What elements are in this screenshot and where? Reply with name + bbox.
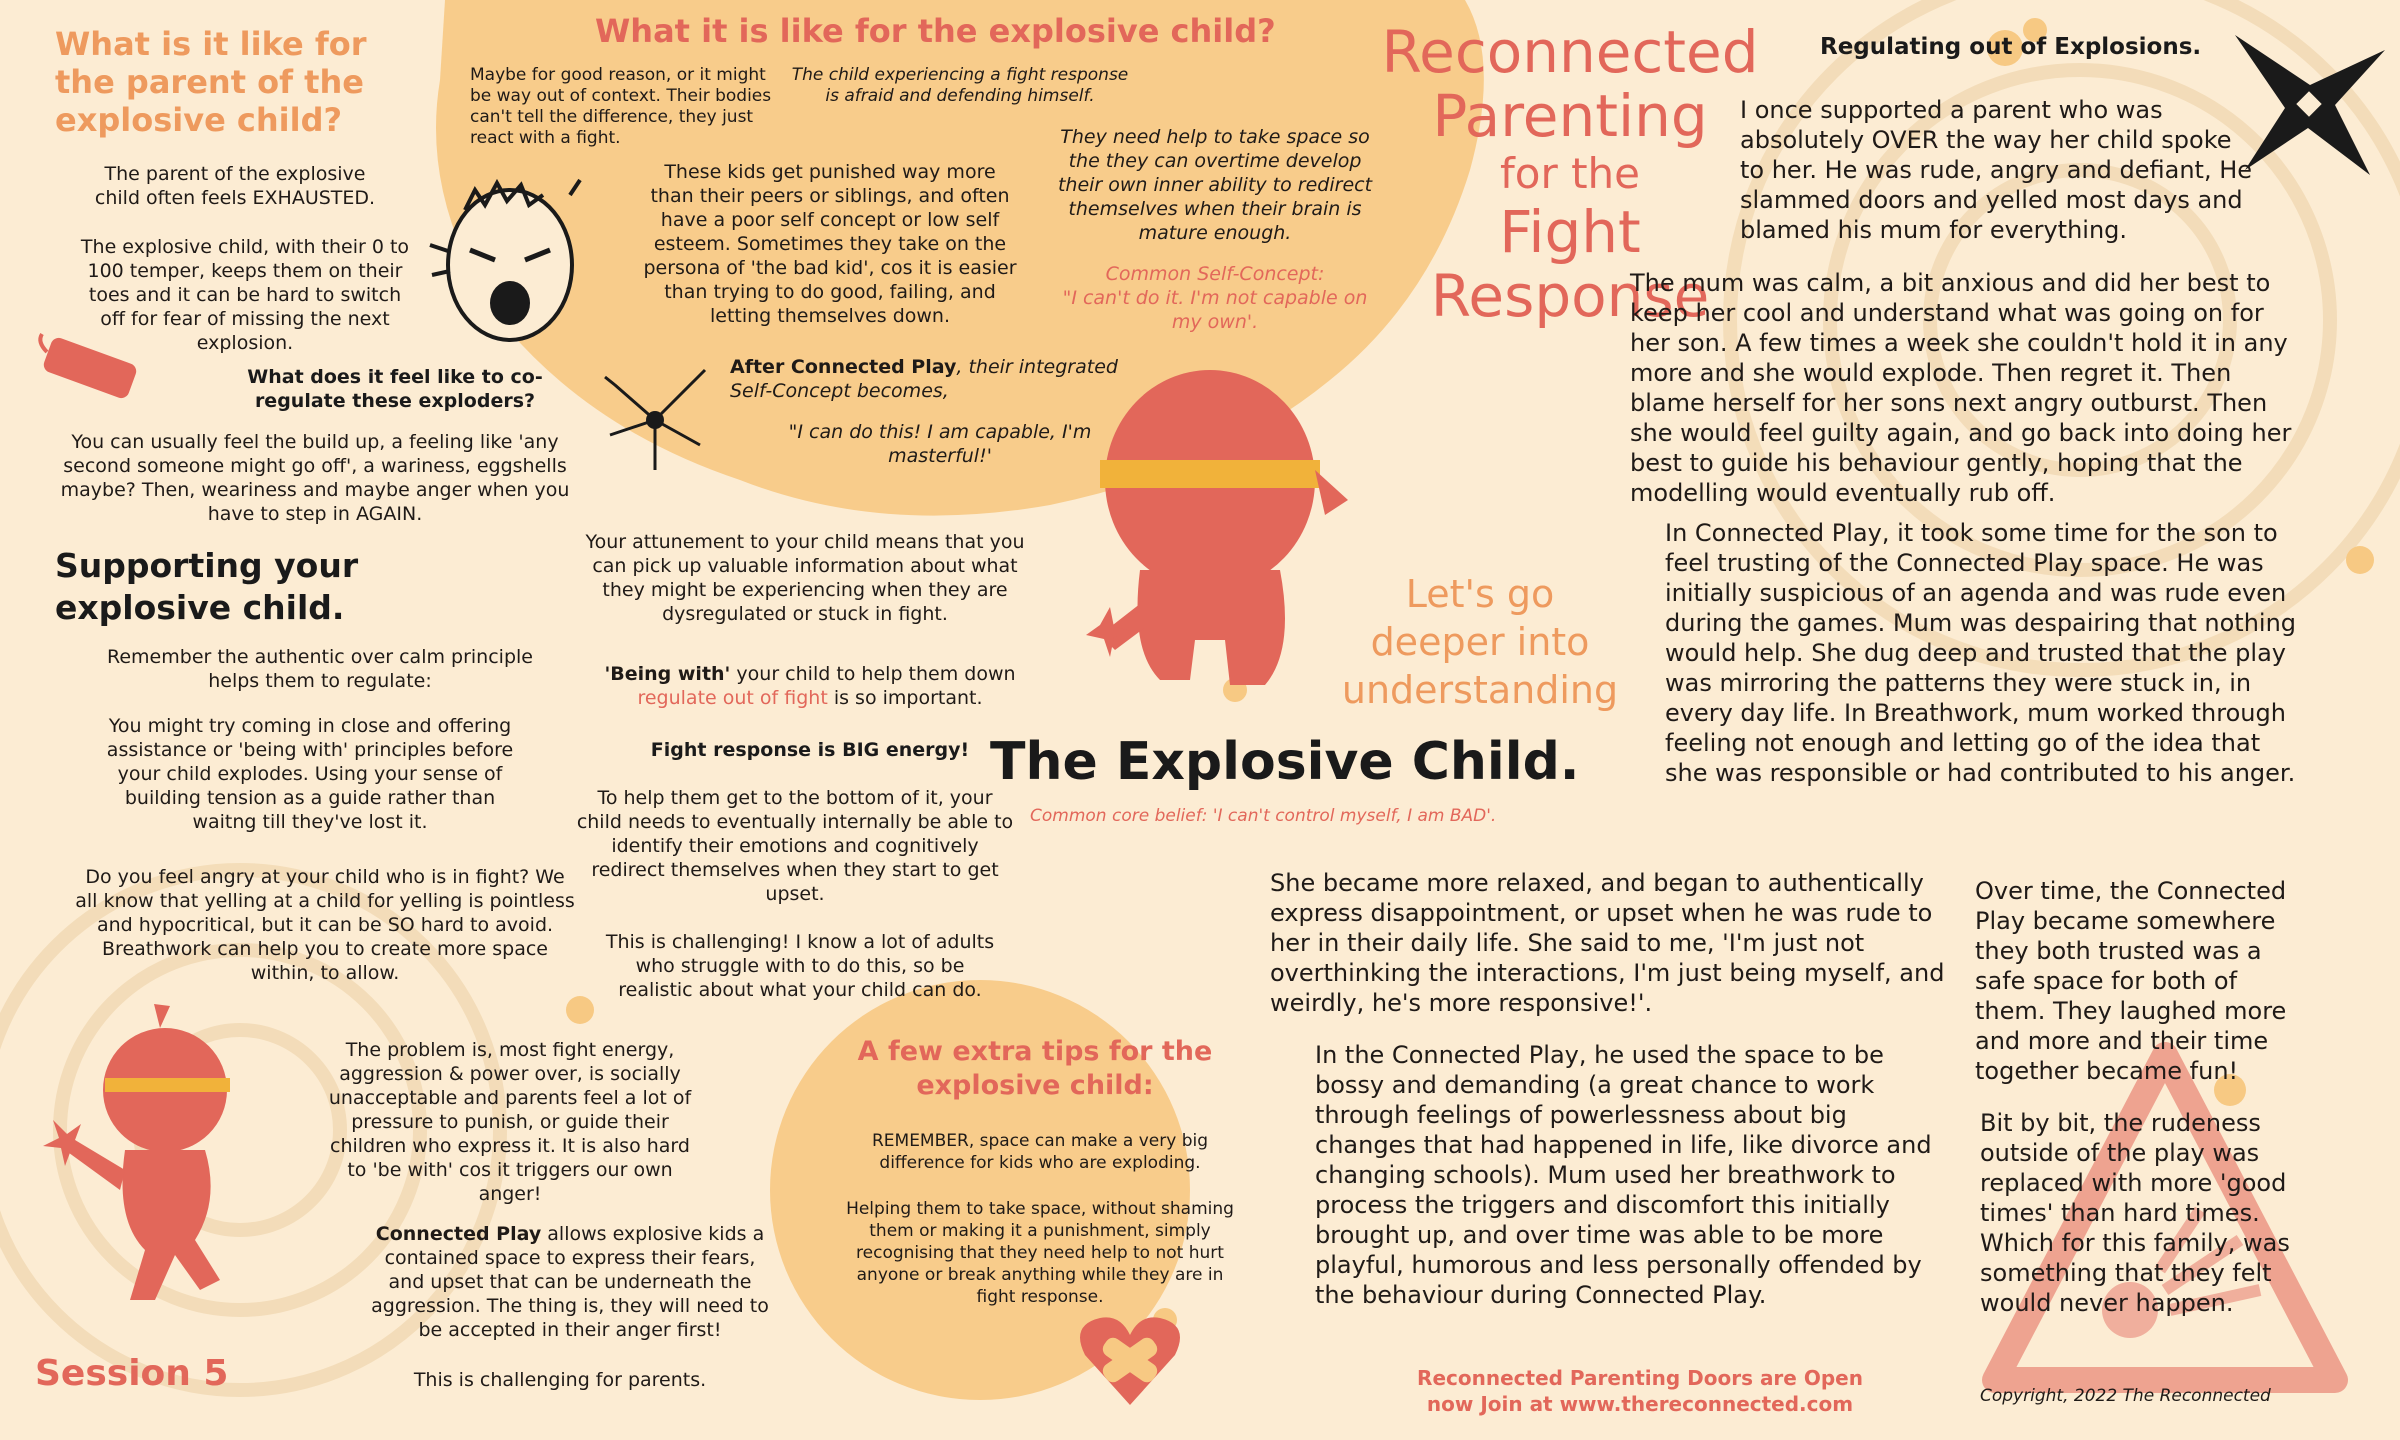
fight-bold: Fight response is BIG energy! — [650, 739, 970, 761]
bandaged-heart-icon — [1075, 1310, 1185, 1410]
after-quote: "I can do this! I am capable, I'm masterful!' — [788, 421, 1092, 467]
being-with-end: is so important. — [827, 687, 983, 709]
child-p1: Maybe for good reason, or it might be way out of context. Their bodies can't tell the difference, they just react with a fight. — [470, 65, 772, 148]
neuron-icon — [595, 365, 715, 475]
supporting-heading: Supporting your explosive child. — [55, 546, 359, 627]
co-regulate-heading: What does it feel like to co-regulate these exploders? — [247, 366, 543, 412]
being-with-bold: 'Being with' — [604, 663, 731, 685]
child-heading: What it is like for the explosive child? — [595, 12, 1276, 50]
promo-line-1: Reconnected Parenting Doors are Open — [1417, 1366, 1863, 1390]
deeper-line-1: Let's go — [1405, 572, 1555, 616]
supporting-p2: You might try coming in close and offering assistance or 'being with' principles before your child explodes. Using your sense of building tension as a guide rather than waitng till they've lost it. — [106, 715, 514, 833]
child-p4: They need help to take space so the they can overtime develop their own inner ability to redirect themselves when their brain is mature enough. — [1057, 126, 1373, 244]
deeper-line-2: deeper into — [1370, 620, 1590, 664]
ninja-running — [35, 1000, 285, 1310]
explosive-child-title: The Explosive Child. — [990, 732, 1580, 792]
regulate-link: regulate out of fight — [637, 687, 828, 709]
middle-p3: This is challenging! I know a lot of adults who struggle with to do this, so be realistic about what your child can do. — [605, 931, 995, 1001]
deeper-line-3: understanding — [1341, 668, 1619, 712]
after-play-text — [730, 355, 1150, 403]
story-p7: Bit by bit, the rudeness outside of the play was replaced with more 'good times' than hard times. Which for this family, was something that they felt would never happen. — [1980, 1109, 2290, 1317]
tips-p2: Helping them to take space, without shaming them or making it a punishment, simply recognising that they need help to not hurt anyone or break anything while they are in fight response. — [846, 1199, 1234, 1307]
title-line-4: Fight — [1499, 198, 1641, 266]
story-p6: Over time, the Connected Play became somewhere they both trusted was a safe space for both of them. They laughed more and more and their time together became fun! — [1975, 877, 2287, 1085]
child-p3: These kids get punished way more than their peers or siblings, and often have a poor self concept or low self esteem. Sometimes they take on the persona of 'the bad kid', cos it is easier than trying to do good, failing, and letting themselves down. — [643, 161, 1017, 327]
being-with-text — [600, 662, 1020, 710]
supporting-p1: Remember the authentic over calm principle helps them to regulate: — [107, 646, 533, 692]
self-concept-quote: "I can't do it. I'm not capable on my own'. — [1062, 287, 1368, 333]
supporting-p4: The problem is, most fight energy, aggression & power over, is socially unacceptable and parents feel a lot of pressure to punish, or guide their children who express it. It is also hard to 'be with' cos it triggers our own anger! — [328, 1039, 692, 1205]
parent-heading: What is it like for the parent of the explosive child? — [55, 25, 367, 139]
deeper-heading — [1290, 570, 1670, 714]
after-play-bold: After Connected Play — [730, 356, 957, 378]
self-concept-label: Common Self-Concept: — [1105, 263, 1325, 285]
copyright: Copyright, 2022 The Reconnected — [1980, 1386, 2271, 1406]
promo-text — [1360, 1365, 1920, 1417]
story-heading: Regulating out of Explosions. — [1820, 34, 2202, 60]
parent-p3: You can usually feel the build up, a feeling like 'any second someone might go off', a wariness, eggshells maybe? Then, weariness and maybe anger when you have to step in AGAIN. — [60, 431, 570, 525]
title-line-3: for the — [1499, 149, 1641, 198]
title-line-2: Parenting — [1432, 82, 1708, 150]
supporting-p5 — [370, 1222, 770, 1342]
title-line-1: Reconnected — [1381, 18, 1759, 86]
session-label: Session 5 — [35, 1353, 229, 1394]
parent-p1: The parent of the explosive child often feels EXHAUSTED. — [94, 163, 376, 209]
middle-p1: Your attunement to your child means that you can pick up valuable information about what they might be experiencing when they are dysregulated or stuck in fight. — [585, 531, 1025, 625]
tips-p1: REMEMBER, space can make a very big difference for kids who are exploding. — [871, 1131, 1209, 1173]
story-p5: In the Connected Play, he used the space to be bossy and demanding (a great chance to work through feelings of powerlessness about big changes that had happened in life, like divorce and changing schools). Mum used her breathwork to process the triggers and discomfort this initially brought up, and over time was able to be more playful, humorous and less personally offended by the behaviour during Connected Play. — [1315, 1041, 1932, 1309]
story-p1: I once supported a parent who was absolutely OVER the way her child spoke to her. He was rude, angry and defiant, He slammed doors and yelled most days and blamed his mum for everything. — [1740, 96, 2253, 244]
story-p3: In Connected Play, it took some time for the son to feel trusting of the Connected Play space. He was initially suspicious of an agenda and was rude even during the games. Mum was despairing that nothing would help. She dug deep and trusted that the play was mirroring the patterns they were stuck in, in every day life. In Breathwork, mum worked through feeling not enough and letting go of the idea that she was responsible or had contributed to his anger. — [1665, 519, 2297, 787]
being-with-rest: your child to help them down — [730, 663, 1016, 685]
tips-heading: A few extra tips for the explosive child: — [857, 1036, 1213, 1101]
supporting-p6: This is challenging for parents. — [413, 1369, 707, 1391]
middle-p2: To help them get to the bottom of it, your child needs to eventually internally be able to identify their emotions and cognitively redirect themselves when they start to get upset. — [576, 787, 1014, 905]
promo-line-2: now Join at www.thereconnected.com — [1426, 1392, 1854, 1416]
supporting-p3: Do you feel angry at your child who is in fight? We all know that yelling at a child for yelling is pointless and hypocritical, but it can be SO hard to avoid. Breathwork can help you to create more space within, to allow. — [75, 866, 575, 984]
angry-face — [420, 155, 590, 355]
parent-p2: The explosive child, with their 0 to 100 temper, keeps them on their toes and it can be hard to switch off for fear of missing the next explosion. — [80, 236, 410, 354]
child-p2: The child experiencing a fight response is afraid and defending himself. — [791, 65, 1129, 106]
connected-play-bold: Connected Play — [375, 1223, 542, 1245]
title-line-5: Response — [1430, 262, 1710, 330]
connected-play-rest: allows explosive kids a contained space to express their fears, and upset that can be underneath the aggression. The thing is, they will need to be accepted in their anger first! — [371, 1223, 769, 1341]
story-p4: She became more relaxed, and began to authentically express disappointment, or upset when he was rude to her in their daily life. She said to me, 'I'm just not overthinking the interactions, I'm just being myself, and weirdly, he's more responsive!'. — [1270, 869, 1945, 1017]
story-p2: The mum was calm, a bit anxious and did her best to keep her cool and understand what was going on for her son. A few times a week she couldn't hold it in any more and she would explode. Then regret it. Then blame herself for her sons next angry outburst. Then she would feel guilty again, and go back into doing her best to guide his behaviour gently, hoping that the modelling would eventually rub off. — [1630, 269, 2292, 507]
after-play-rest: , their integrated Self-Concept becomes, — [730, 356, 1118, 402]
core-belief: Common core belief: 'I can't control myself, I am BAD'. — [1030, 806, 1497, 826]
